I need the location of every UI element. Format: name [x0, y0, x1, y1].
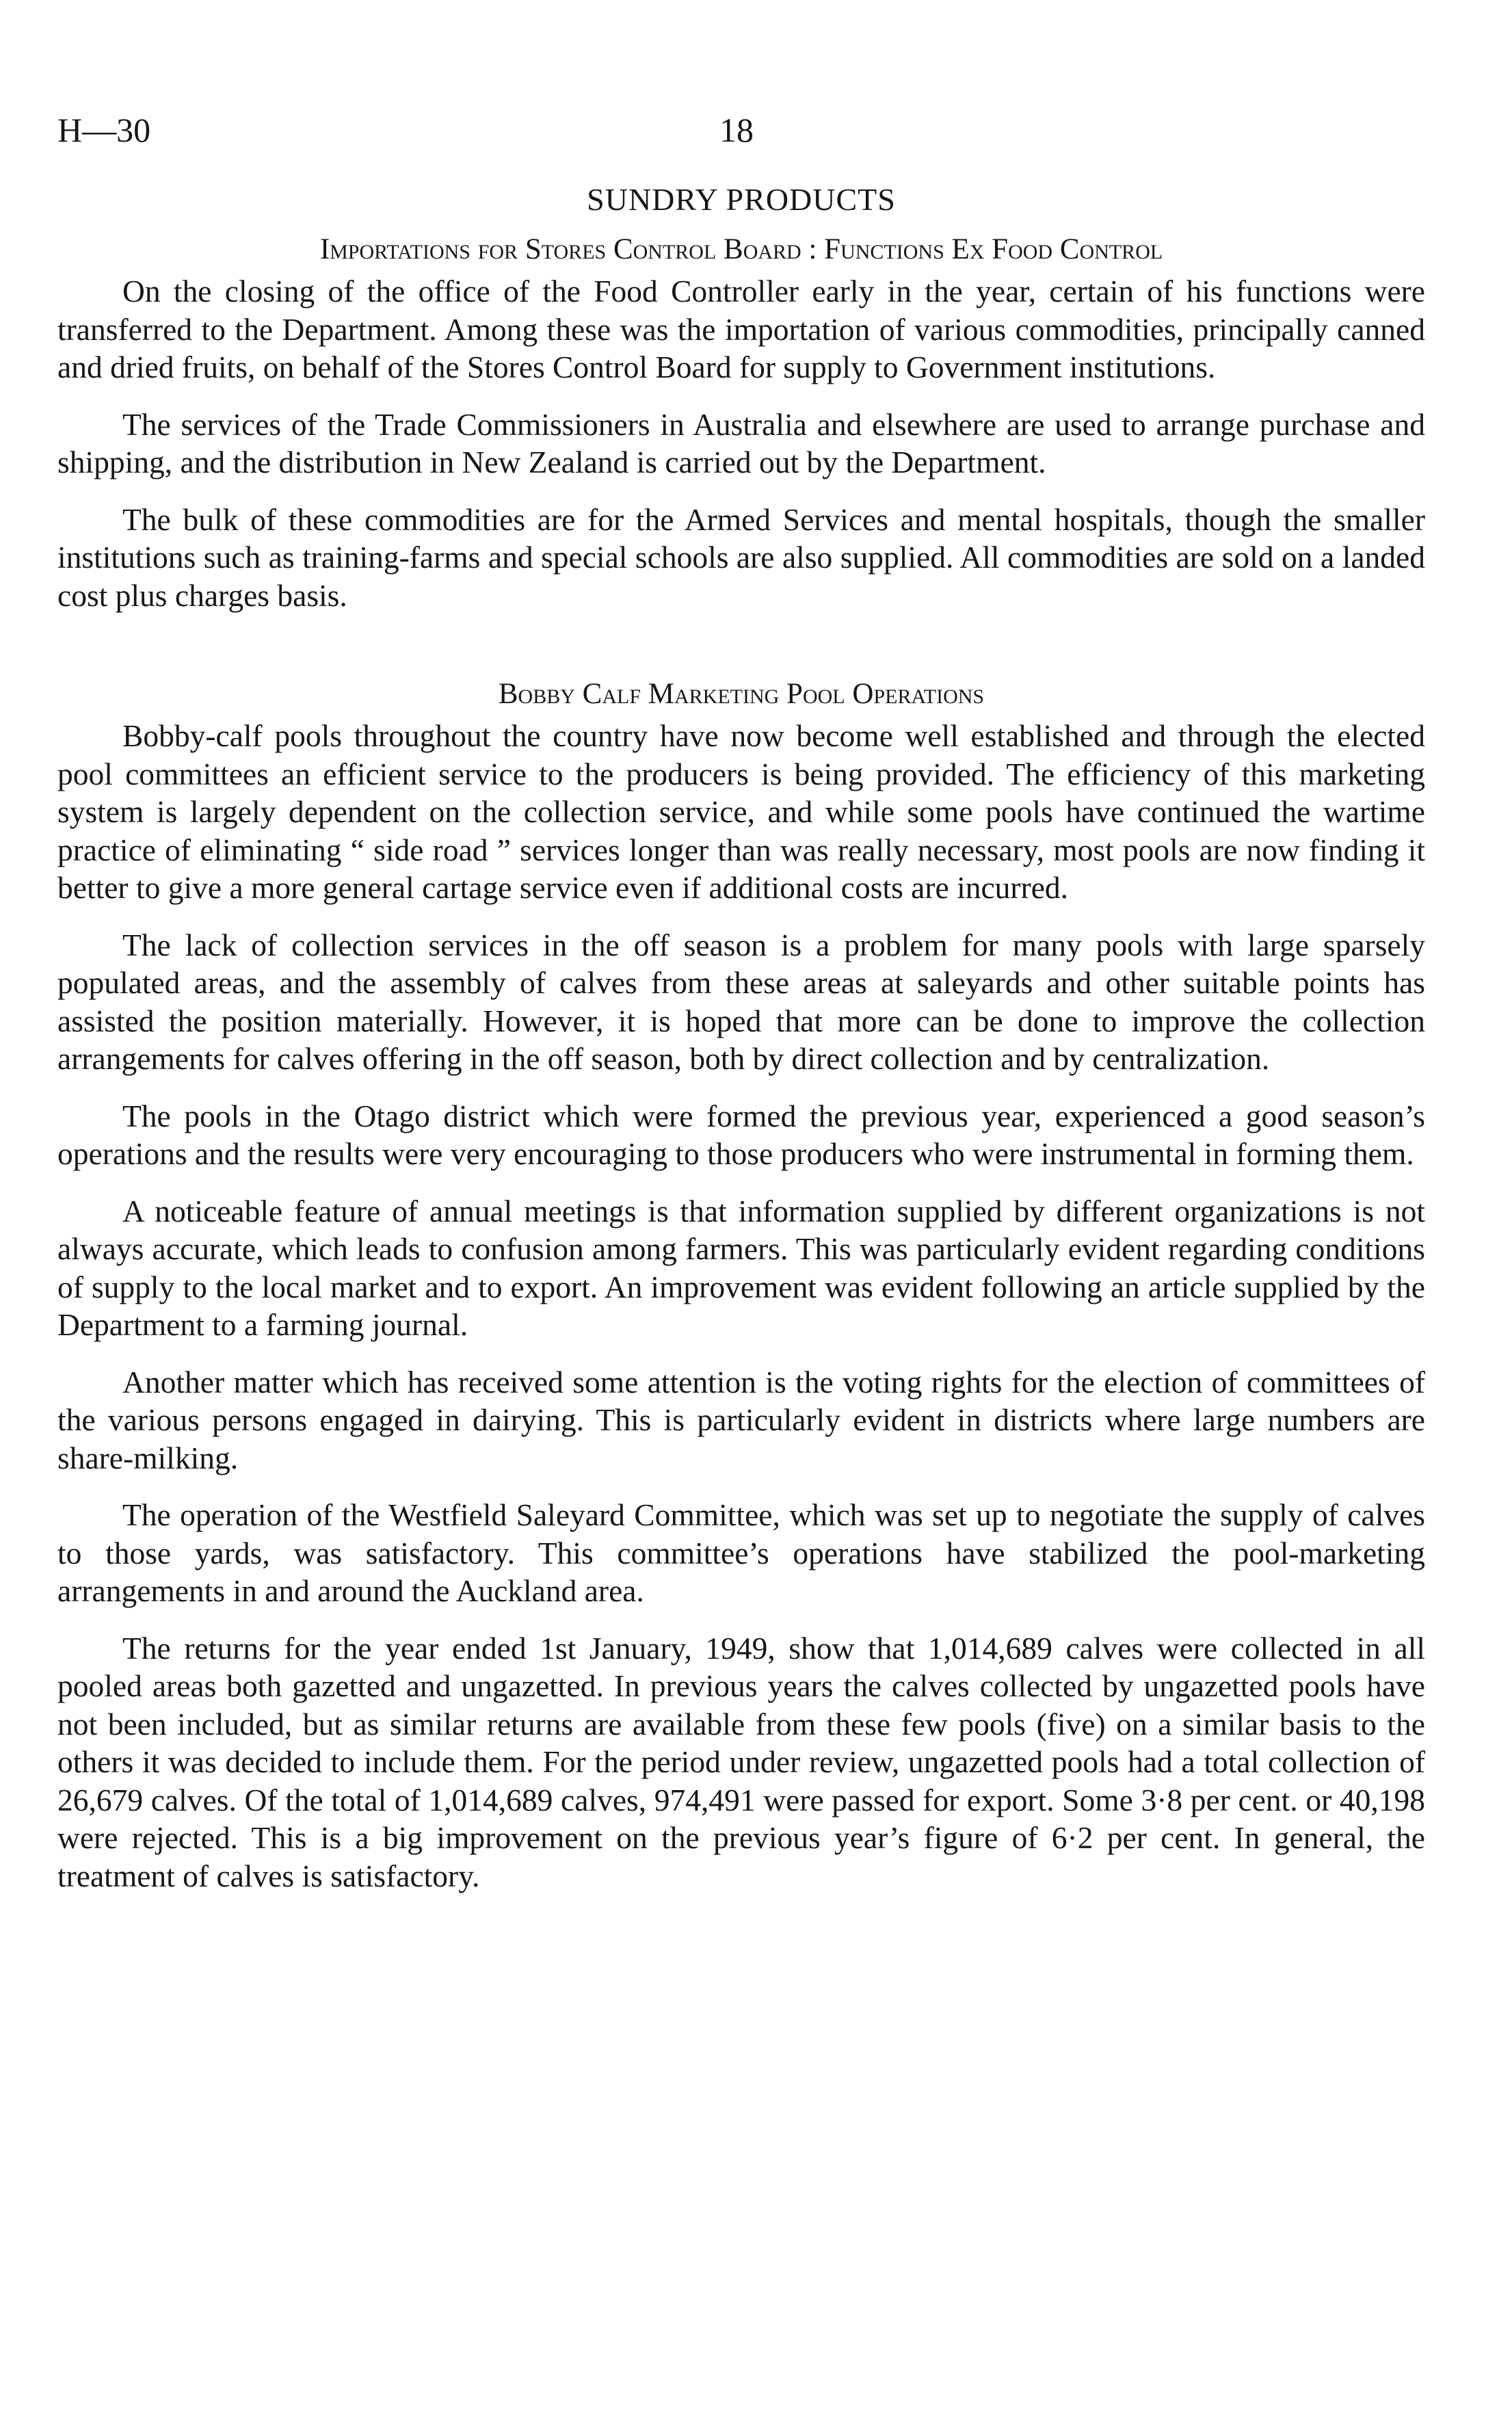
paragraph: The pools in the Otago district which were formed the previous year, experienced a good season’s operations and the results were very encouraging to those producers who were instrumental in forming them.	[57, 1098, 1425, 1171]
page-number: 18	[719, 111, 754, 149]
paragraph: The bulk of these commodities are for the Armed Services and mental hospitals, though the smaller institutions such as training-farms and special schools are also supplied. All commodities are sold on a landed cost plus charges basis.	[57, 501, 1425, 613]
section-title: SUNDRY PRODUCTS	[587, 182, 896, 217]
importations-heading: Importations for Stores Control Board : Functions Ex Food Control	[319, 233, 1163, 265]
paragraph: The lack of collection services in the off season is a problem for many pools with large sparsely populated areas, and the assembly of calves from these areas at saleyards and other suitable points has assisted the position materially. However, it is hoped that more can be done to improve the collection arrangements for calves offering in the off season, both by direct collection and by centralization.	[57, 927, 1425, 1076]
paragraph: On the closing of the office of the Food Controller early in the year, certain of his functions were transferred to the Department. Among these was the importation of various commodities, principally canned and dried fruits, on behalf of the Stores Control Board for supply to Government institutions.	[57, 274, 1425, 384]
page-reference: H—30	[57, 111, 151, 149]
paragraph: Another matter which has received some attention is the voting rights for the election of committees of the various persons engaged in dairying. This is particularly evident in districts where large numbers are share-milking.	[57, 1364, 1425, 1475]
paragraph: A noticeable feature of annual meetings is that information supplied by different organizations is not always accurate, which leads to confusion among farmers. This was particularly evident regarding conditions of supply to the local market and to export. An improvement was evident following an article supplied by the Department to a farming journal.	[57, 1193, 1425, 1342]
page-content	[57, 179, 1425, 1914]
paragraph: The operation of the Westfield Saleyard Committee, which was set up to negotiate the supply of calves to those yards, was satisfactory. This committee’s operations have stabilized the pool-marketing arrangements in and around the Auckland area.	[57, 1497, 1425, 1608]
paragraph: Bobby-calf pools throughout the country have now become well established and through the elected pool committees an efficient service to the producers is being provided. The efficiency of this marketing system is largely dependent on the collection service, and while some pools have continued the wartime practice of eliminating “ side road ” services longer than was really necessary, most pools are now finding it better to give a more general cartage service even if additional costs are incurred.	[57, 718, 1425, 905]
page-header	[57, 103, 1425, 157]
bobby-calf-heading: Bobby Calf Marketing Pool Operations	[498, 678, 985, 710]
paragraph: The returns for the year ended 1st January, 1949, show that 1,014,689 calves were collected in all pooled areas both gazetted and ungazetted. In previous years the calves collected by ungazetted pools have not been included, but as similar returns are available from these few pools (five) on a similar basis to the others it was decided to include them. For the period under review, ungazetted pools had a total collection of 26,679 calves. Of the total of 1,014,689 calves, 974,491 were passed for export. Some 3·8 per cent. or 40,198 were rejected. This is a big improvement on the previous year’s figure of 6·2 per cent. In general, the treatment of calves is satisfactory.	[57, 1630, 1425, 1893]
paragraph: The services of the Trade Commissioners in Australia and elsewhere are used to arrange purchase and shipping, and the distribution in New Zealand is carried out by the Department.	[57, 406, 1425, 479]
